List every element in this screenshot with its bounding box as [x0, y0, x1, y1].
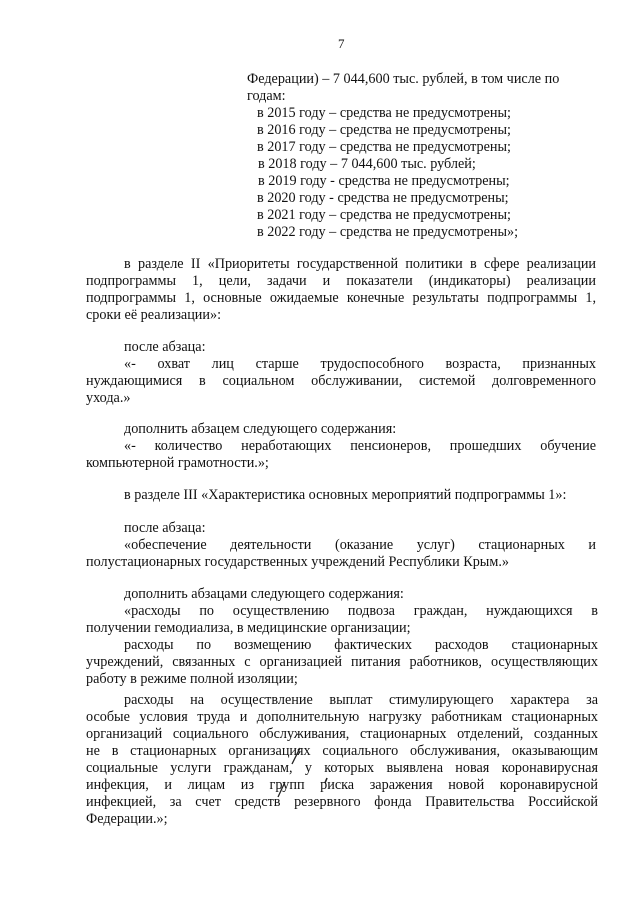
- text-line: Федерации) – 7 044,600 тыс. рублей, в том числе по: [247, 71, 560, 87]
- text-line: инфекцией, за счет средств резервного фонда Правительства Российской: [86, 794, 598, 810]
- text-line: «расходы по осуществлению подвоза граждан, нуждающихся в: [124, 603, 598, 619]
- text-line: ухода.»: [86, 390, 131, 406]
- text-line: «- охват лиц старше трудоспособного возраста, признанных: [124, 356, 596, 372]
- text-line: не в стационарных организациях социального обслуживания, оказывающим: [86, 743, 598, 759]
- text-line: расходы по возмещению фактических расходов стационарных: [124, 637, 598, 653]
- text-line: получении гемодиализа, в медицинские организации;: [86, 620, 411, 636]
- year-line: в 2022 году – средства не предусмотрены»;: [257, 224, 519, 240]
- year-line: в 2015 году – средства не предусмотрены;: [257, 105, 511, 121]
- year-line: в 2021 году – средства не предусмотрены;: [257, 207, 511, 223]
- text-line: подпрограммы 1, основные ожидаемые конечные результаты подпрограммы 1,: [86, 290, 596, 306]
- text-line: учреждений, связанных с организацией питания работников, осуществляющих: [86, 654, 598, 670]
- text-line: дополнить абзацем следующего содержания:: [124, 421, 397, 437]
- text-line: компьютерной грамотности.»;: [86, 455, 269, 471]
- text-line: социальные услуги гражданам, у которых выявлена новая коронавирусная: [86, 760, 598, 776]
- text-line: «- количество неработающих пенсионеров, прошедших обучение: [124, 438, 596, 454]
- year-line: в 2017 году – средства не предусмотрены;: [257, 139, 511, 155]
- text-line: «обеспечение деятельности (оказание услуг) стационарных и: [124, 537, 596, 553]
- year-line: в 2019 году - средства не предусмотрены;: [258, 173, 510, 189]
- text-line: нуждающимися в социальном обслуживании, системой долговременного: [86, 373, 596, 389]
- section-title: в разделе III «Характеристика основных мероприятий подпрограммы 1»:: [124, 487, 567, 503]
- text-line: дополнить абзацами следующего содержания:: [124, 586, 404, 602]
- text-line: работу в режиме полной изоляции;: [86, 671, 298, 687]
- text-line: полустационарных государственных учреждений Республики Крым.»: [86, 554, 509, 570]
- text-line: организаций социального обслуживания, стационарных отделений, созданных: [86, 726, 598, 742]
- text-line: инфекция, и лицам из групп риска заражения новой коронавирусной: [86, 777, 598, 793]
- text-line: Федерации.»;: [86, 811, 168, 827]
- year-line: в 2018 году – 7 044,600 тыс. рублей;: [258, 156, 476, 172]
- text-line: особые условия труда и дополнительную нагрузку работникам стационарных: [86, 709, 598, 725]
- text-line: после абзаца:: [124, 339, 206, 355]
- text-line: сроки её реализации»:: [86, 307, 222, 323]
- year-line: в 2020 году - средства не предусмотрены;: [257, 190, 509, 206]
- text-line: расходы на осуществление выплат стимулирующего характера за: [124, 692, 598, 708]
- page-number: 7: [338, 36, 345, 51]
- text-line: в разделе II «Приоритеты государственной политики в сфере реализации: [124, 256, 596, 272]
- year-line: в 2016 году – средства не предусмотрены;: [257, 122, 511, 138]
- text-line: годам:: [247, 88, 286, 104]
- text-line: после абзаца:: [124, 520, 206, 536]
- text-line: подпрограммы 1, цели, задачи и показатели (индикаторы) реализации: [86, 273, 596, 289]
